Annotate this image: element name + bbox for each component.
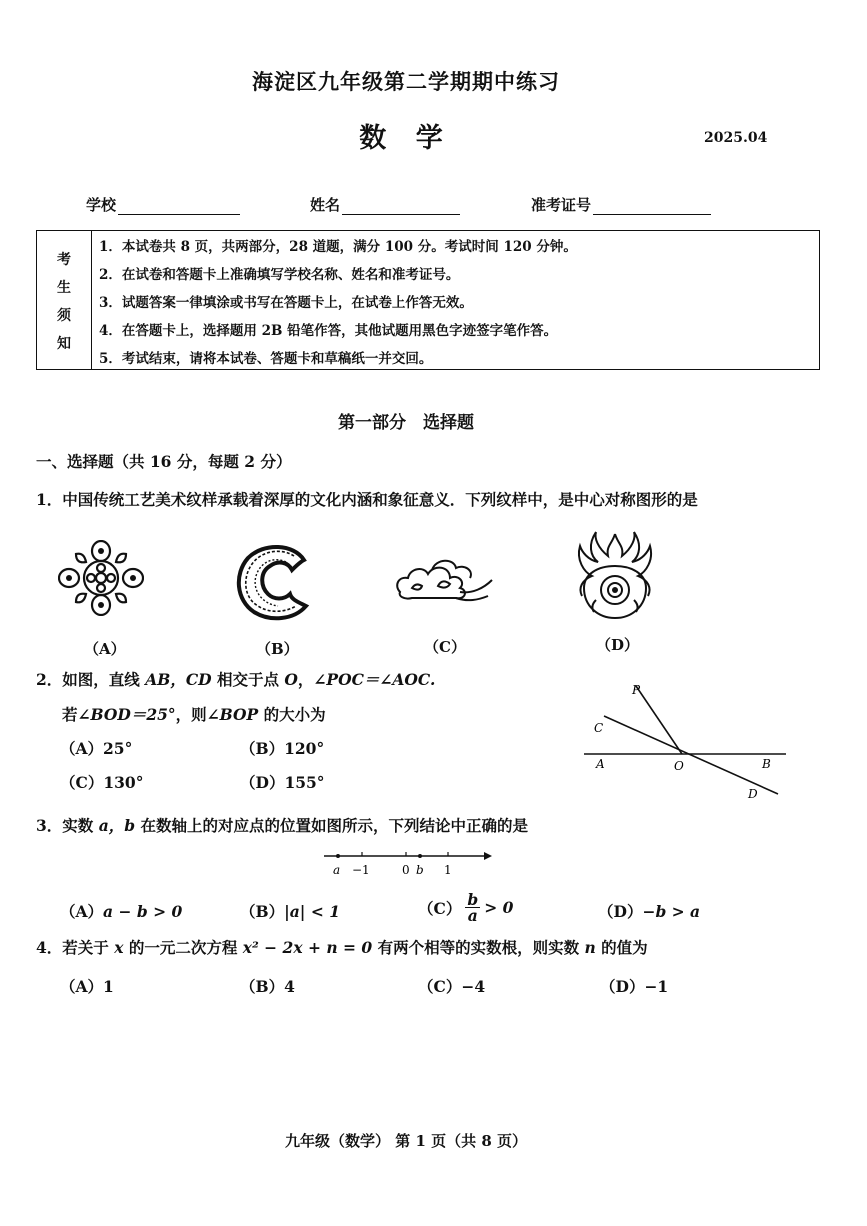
notice-line: 2．在试卷和答题卡上准确填写学校名称、姓名和准考证号。 bbox=[99, 267, 460, 283]
part-one-heading: 第一部分 选择题 bbox=[338, 413, 474, 433]
option-expression: −b > a bbox=[642, 902, 701, 921]
q3-option-d[interactable] bbox=[598, 900, 700, 922]
option-label: （C） bbox=[418, 898, 462, 918]
notice-head-char: 知 bbox=[57, 336, 71, 352]
fraction-denominator: a bbox=[467, 906, 478, 925]
school-field[interactable] bbox=[86, 194, 240, 215]
q2-asked: ∠BOP bbox=[206, 705, 259, 724]
name-blank[interactable] bbox=[342, 198, 460, 215]
notice-line: 5．考试结束，请将本试卷、答题卡和草稿纸一并交回。 bbox=[99, 351, 433, 367]
ray-op bbox=[636, 686, 682, 754]
notice-heading bbox=[37, 231, 92, 369]
q4-option-b[interactable]: （B）4 bbox=[240, 977, 295, 996]
q4-variable: n bbox=[584, 938, 596, 957]
page-footer: 九年级（数学） 第 1 页（共 8 页） bbox=[285, 1132, 527, 1150]
q1-option-c-label[interactable]: （C） bbox=[424, 638, 466, 656]
q4-option-d[interactable]: （D）−1 bbox=[600, 977, 669, 996]
q3-vars: a，b bbox=[98, 816, 136, 835]
option-label: （B） bbox=[240, 902, 285, 921]
notice-head-char: 考 bbox=[57, 252, 71, 268]
section-one-heading: 一、选择题（共 16 分，每题 2 分） bbox=[36, 452, 292, 471]
q2-text: 的大小为 bbox=[258, 705, 326, 724]
q3-option-a[interactable] bbox=[60, 900, 182, 922]
q3-text: 3．实数 bbox=[36, 816, 99, 835]
q4-option-a[interactable]: （A）1 bbox=[60, 977, 114, 996]
tick-label-zero: 0 bbox=[402, 863, 410, 877]
flower-pattern-icon[interactable] bbox=[58, 540, 144, 616]
q2-point-o: O bbox=[284, 670, 298, 689]
q2-given: ∠BOD＝25° bbox=[77, 705, 176, 724]
label-d: D bbox=[748, 787, 758, 801]
school-label: 学校 bbox=[86, 196, 117, 214]
q4-text: 4．若关于 bbox=[36, 938, 115, 957]
exam-id-label: 准考证号 bbox=[531, 196, 592, 214]
fraction bbox=[465, 892, 480, 923]
q4-variable: x bbox=[114, 938, 124, 957]
option-expression: a − b > 0 bbox=[103, 902, 183, 921]
exam-title: 海淀区九年级第二学期期中练习 bbox=[252, 69, 560, 94]
tick-label-neg1: −1 bbox=[352, 863, 370, 877]
q4-text: 有两个相等的实数根，则实数 bbox=[372, 938, 585, 957]
tick-label-one: 1 bbox=[444, 863, 452, 877]
question-2-line-1 bbox=[36, 668, 435, 690]
label-p: P bbox=[632, 683, 641, 697]
notice-line: 1．本试卷共 8 页，共两部分，28 道题，满分 100 分。考试时间 120 分钟。 bbox=[99, 239, 577, 255]
option-label: （A） bbox=[60, 902, 104, 921]
q3-number-line bbox=[322, 846, 496, 880]
question-1-text: 1．中国传统工艺美术纹样承载着深厚的文化内涵和象征意义．下列纹样中，是中心对称图形的是 bbox=[36, 490, 698, 509]
q1-option-b-label[interactable]: （B） bbox=[256, 640, 299, 658]
point-a bbox=[336, 854, 340, 858]
option-expression: |a| < 1 bbox=[284, 902, 340, 921]
notice-line: 3．试题答案一律填涂或书写在答题卡上，在试卷上作答无效。 bbox=[99, 295, 473, 311]
label-o: O bbox=[674, 759, 684, 773]
q4-text: 的一元二次方程 bbox=[123, 938, 243, 957]
q2-condition: ∠POC＝∠AOC. bbox=[313, 670, 436, 689]
q2-option-b[interactable]: （B）120° bbox=[240, 739, 325, 758]
q2-text: ，则 bbox=[175, 705, 207, 724]
question-2-line-2 bbox=[62, 703, 326, 725]
exam-id-field[interactable] bbox=[531, 194, 711, 215]
q1-option-a-label[interactable]: （A） bbox=[84, 640, 126, 658]
notice-head-char: 须 bbox=[57, 308, 71, 324]
q4-option-c[interactable]: （C）−4 bbox=[418, 977, 486, 996]
c-shape-pattern-icon[interactable] bbox=[234, 540, 316, 622]
label-c: C bbox=[594, 721, 604, 735]
q2-option-c[interactable]: （C）130° bbox=[60, 773, 144, 792]
option-expression: > 0 bbox=[484, 898, 514, 917]
q2-text: 若 bbox=[62, 705, 78, 724]
q4-equation: x² − 2x + n = 0 bbox=[242, 938, 373, 957]
school-blank[interactable] bbox=[118, 198, 240, 215]
q2-option-d[interactable]: （D）155° bbox=[240, 773, 325, 792]
subject-title: 数 学 bbox=[359, 123, 453, 154]
question-3-text bbox=[36, 814, 528, 836]
q2-lines: AB，CD bbox=[145, 670, 212, 689]
question-4-text bbox=[36, 936, 648, 958]
q1-option-d-label[interactable]: （D） bbox=[596, 636, 640, 654]
tick-label-b: b bbox=[416, 863, 424, 877]
point-b bbox=[418, 854, 422, 858]
exam-id-blank[interactable] bbox=[593, 198, 711, 215]
label-a: A bbox=[596, 757, 605, 771]
label-b: B bbox=[762, 757, 771, 771]
cloud-pattern-icon[interactable] bbox=[392, 552, 496, 608]
q3-text: 在数轴上的对应点的位置如图所示，下列结论中正确的是 bbox=[135, 816, 528, 835]
notice-line: 4．在答题卡上，选择题用 2B 铅笔作答，其他试题用黑色字迹签字笔作答。 bbox=[99, 323, 558, 339]
tick-label-a: a bbox=[333, 863, 341, 877]
flame-pattern-icon[interactable] bbox=[574, 530, 656, 622]
q2-text: 2．如图，直线 bbox=[36, 670, 146, 689]
q2-text: 相交于点 bbox=[211, 670, 285, 689]
q3-option-b[interactable] bbox=[240, 900, 340, 922]
exam-date: 2025.04 bbox=[704, 130, 768, 146]
candidate-notice-box bbox=[36, 230, 820, 370]
q2-intersecting-lines-figure bbox=[580, 676, 792, 802]
q2-text: ， bbox=[297, 670, 314, 689]
name-label: 姓名 bbox=[310, 196, 341, 214]
option-label: （D） bbox=[598, 902, 643, 921]
line-cd bbox=[604, 716, 778, 794]
fraction-numerator: b bbox=[467, 890, 479, 909]
name-field[interactable] bbox=[310, 194, 460, 215]
q4-text: 的值为 bbox=[595, 938, 648, 957]
q2-option-a[interactable]: （A）25° bbox=[60, 739, 133, 758]
q3-option-c[interactable] bbox=[418, 892, 513, 923]
notice-head-char: 生 bbox=[57, 280, 71, 296]
